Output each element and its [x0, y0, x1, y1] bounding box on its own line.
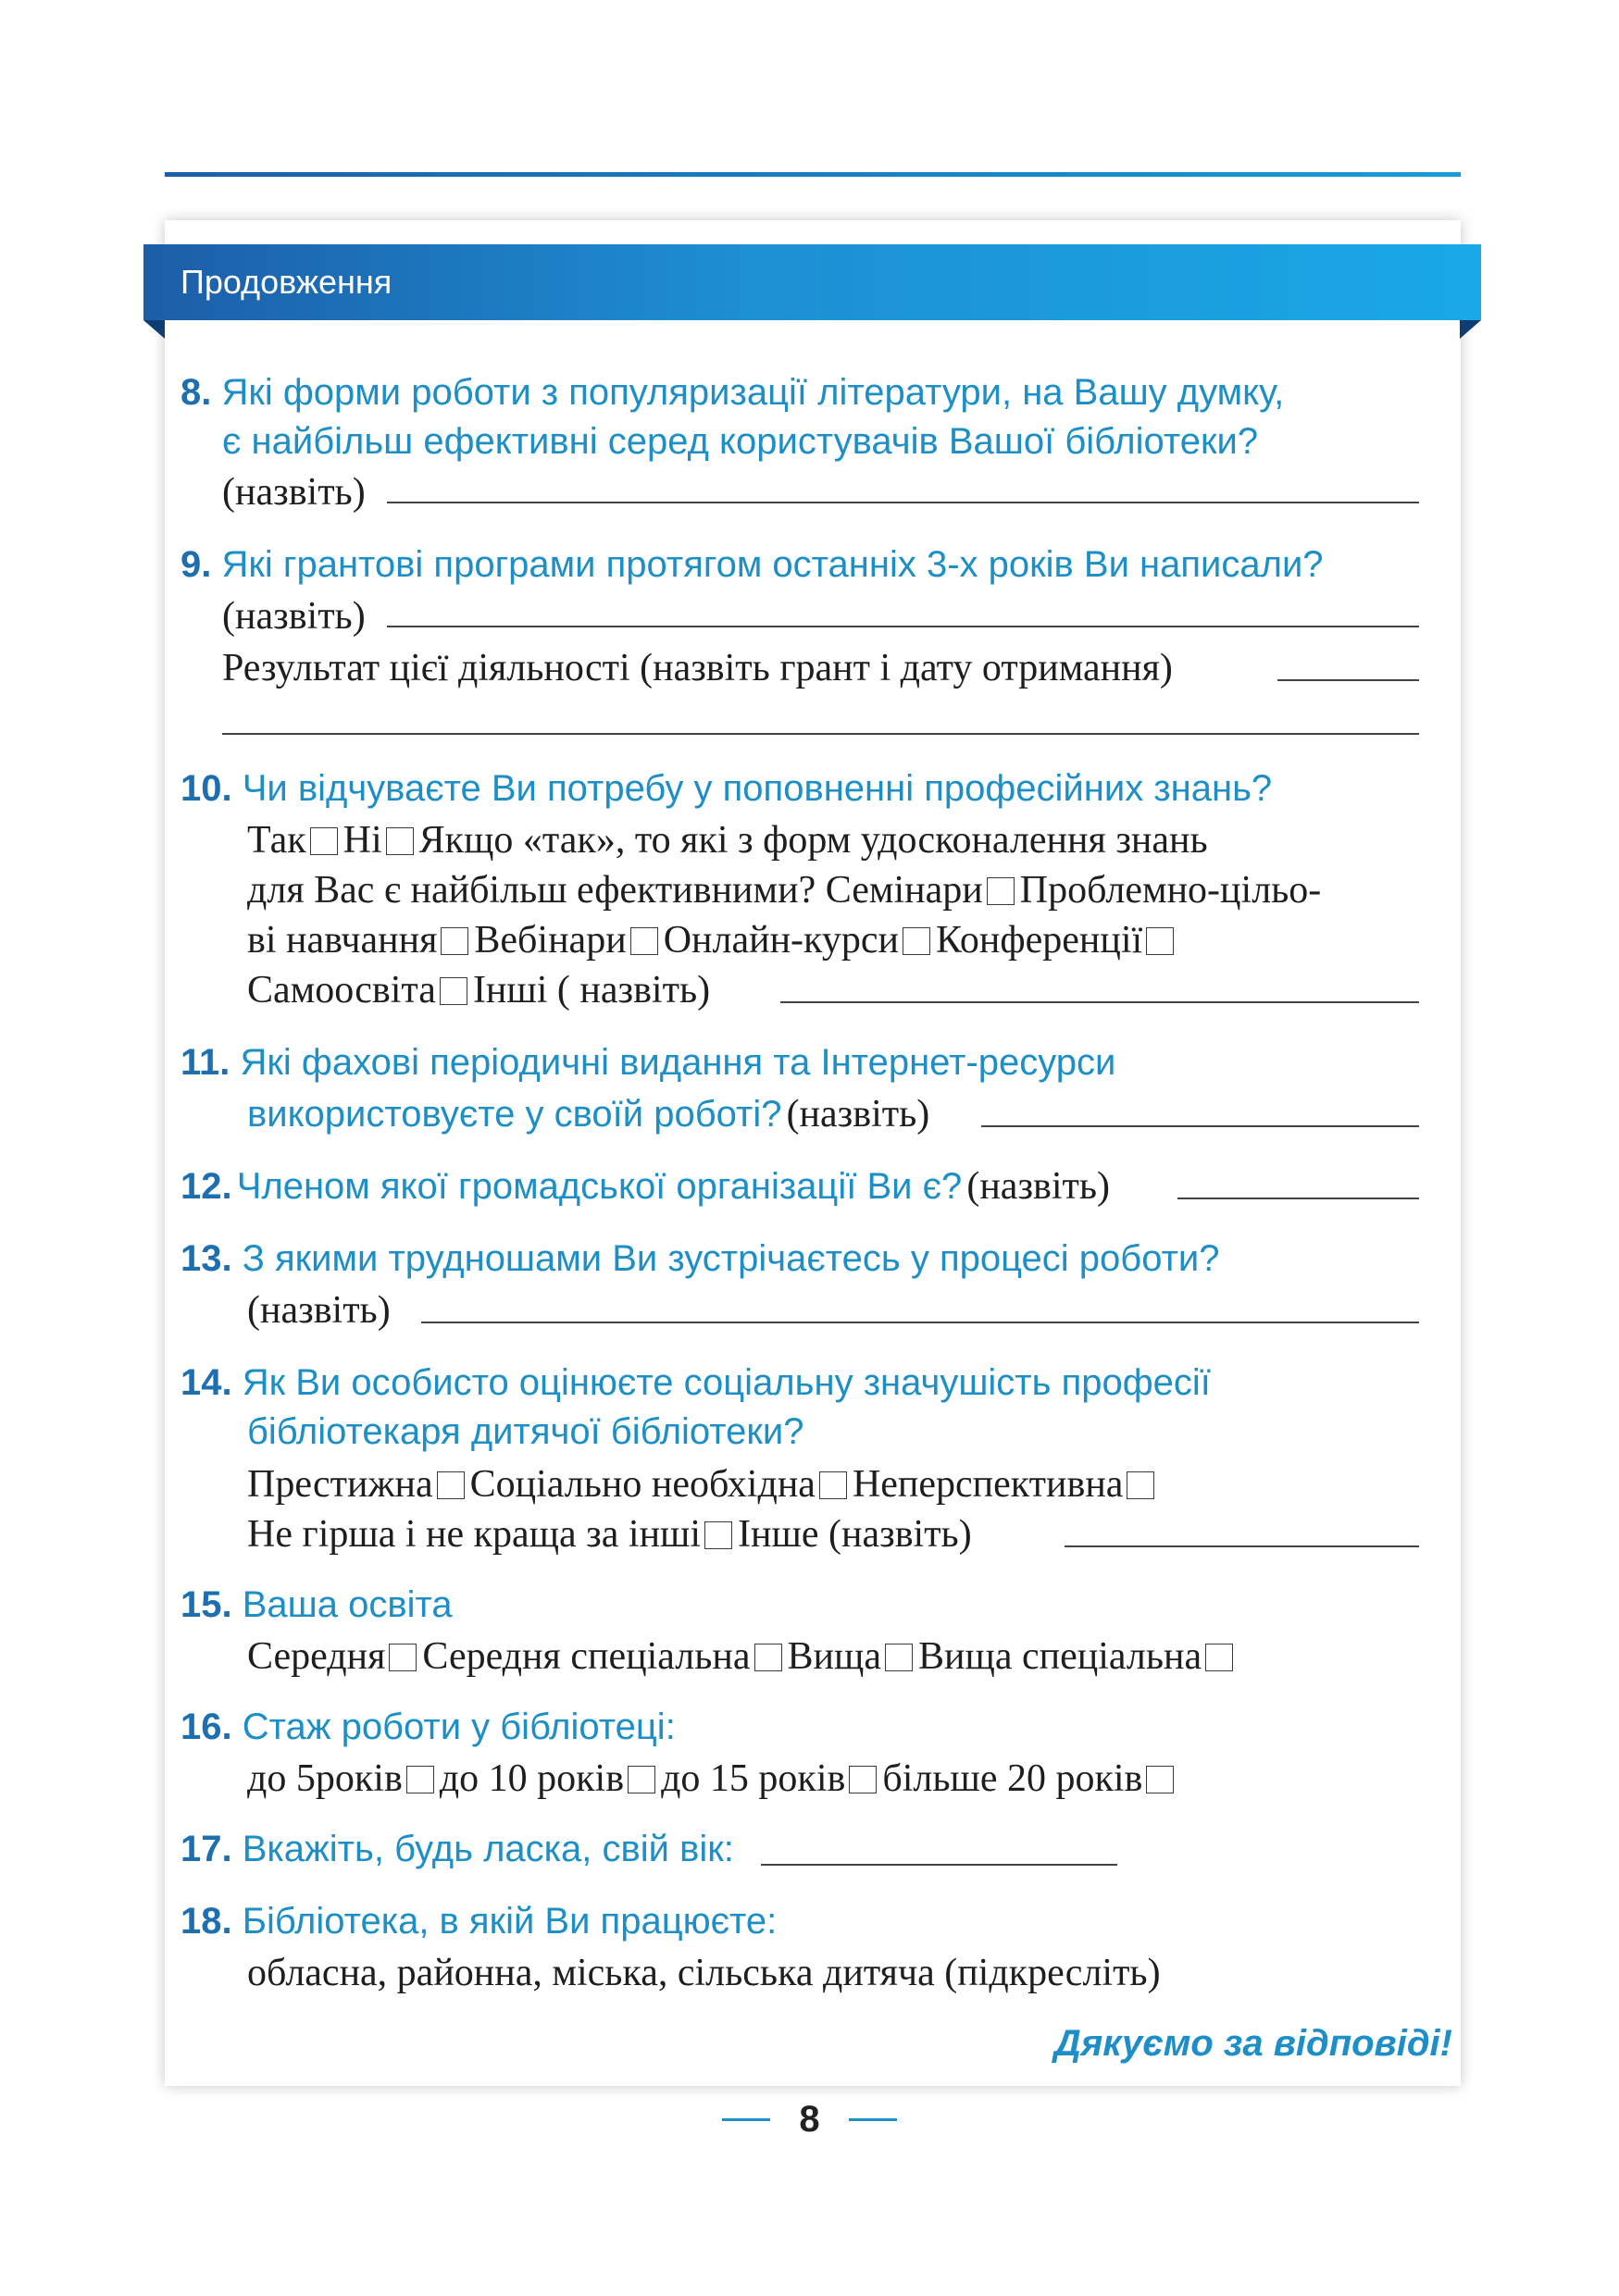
- answer-line-14[interactable]: [1065, 1545, 1419, 1547]
- question-14-options-row-2: [247, 1512, 972, 1557]
- checkbox-up-to-15[interactable]: [849, 1766, 877, 1793]
- question-text: Які фахові періодичні видання та Інтернет-ресурси: [240, 1042, 1116, 1083]
- answer-line-13[interactable]: [421, 1322, 1419, 1323]
- question-10-options-row-1: [247, 818, 1208, 863]
- question-text: Як Ви особисто оцінюєте соціальну значушість професії: [242, 1362, 1211, 1403]
- question-14-line-2: бібліотекаря дитячої бібліотеки?: [247, 1411, 804, 1452]
- question-text: використовуєте у своїй роботі?: [247, 1094, 782, 1135]
- checkbox-secondary[interactable]: [389, 1644, 417, 1671]
- checkbox-yes[interactable]: [310, 827, 338, 855]
- question-10-options-row-3: [247, 918, 1179, 962]
- checkbox-higher-special[interactable]: [1205, 1644, 1233, 1671]
- question-18-answer-text: обласна, районна, міська, сільська дитяча (підкресліть): [247, 1952, 1161, 1994]
- option-other-label: Інші ( назвіть): [472, 969, 711, 1011]
- page-number: 8: [799, 2099, 820, 2140]
- question-text: Бібліотека, в якій Ви працюєте:: [242, 1901, 778, 1942]
- question-text: Членом якої громадської організації Ви є?: [236, 1166, 963, 1207]
- checkbox-targeted-training[interactable]: [441, 927, 468, 955]
- checkbox-no-worse[interactable]: [704, 1521, 732, 1549]
- question-9-line-1: [181, 544, 1324, 586]
- page-number-dash-right: [849, 2118, 897, 2121]
- thank-you-note: Дякуємо за відповіді!: [1053, 2023, 1452, 2064]
- question-number: 11.: [181, 1042, 230, 1083]
- top-rule: [165, 172, 1461, 177]
- question-13-answer-label: (назвіть): [247, 1289, 391, 1332]
- question-12-line-1: [181, 1164, 1110, 1209]
- checkbox-conferences[interactable]: [1146, 927, 1174, 955]
- checkbox-over-20[interactable]: [1146, 1766, 1174, 1793]
- checkbox-higher[interactable]: [885, 1644, 913, 1671]
- question-15-line-1: [181, 1584, 453, 1626]
- option-no-worse-label: Не гірша і не краща за інші: [247, 1513, 702, 1556]
- checkbox-up-to-5[interactable]: [406, 1766, 434, 1793]
- option-higher-special-label: Вища спеціальна: [917, 1635, 1202, 1678]
- section-banner: [143, 244, 1481, 320]
- checkbox-seminars[interactable]: [987, 877, 1015, 905]
- option-self-education-label: Самоосвіта: [247, 969, 436, 1011]
- question-number: 9.: [181, 544, 212, 585]
- question-number: 18.: [181, 1901, 232, 1942]
- answer-line-8[interactable]: [387, 502, 1419, 503]
- option-targeted-label: Проблемно-цільо-: [1019, 869, 1322, 912]
- banner-fold-left: [143, 320, 165, 339]
- option-other-label: Інше (назвіть): [738, 1513, 972, 1556]
- checkbox-no[interactable]: [386, 827, 414, 855]
- answer-label: (назвіть): [786, 1093, 930, 1136]
- result-line-9a[interactable]: [1277, 679, 1419, 681]
- question-9-result-label: Результат цієї діяльності (назвіть грант і дату отримання): [222, 647, 1173, 689]
- question-14-options-row-1: [247, 1462, 1160, 1507]
- answer-label: (назвіть): [966, 1165, 1111, 1208]
- answer-line-10[interactable]: [780, 1001, 1419, 1003]
- option-webinars-label: Вебінари: [474, 919, 627, 962]
- question-text: Ваша освіта: [242, 1584, 453, 1625]
- question-number: 8.: [181, 372, 212, 413]
- answer-line-11[interactable]: [981, 1125, 1419, 1127]
- option-over-20-label: більше 20 років: [882, 1757, 1143, 1800]
- page-footer: [0, 2099, 1619, 2141]
- checkbox-secondary-special[interactable]: [754, 1644, 782, 1671]
- option-higher-label: Вища: [787, 1635, 881, 1678]
- question-11-line-1: [181, 1042, 1115, 1084]
- follow-up-text: Якщо «так», то які з форм удосконалення знань: [418, 819, 1208, 862]
- checkbox-self-education[interactable]: [440, 977, 467, 1005]
- checkbox-socially-necessary[interactable]: [819, 1471, 847, 1499]
- question-text: Вкажіть, будь ласка, свій вік:: [242, 1829, 734, 1869]
- question-8-answer-label: (назвіть): [222, 471, 366, 514]
- option-socially-necessary-label: Соціально необхідна: [469, 1463, 816, 1506]
- question-15-options-row: [247, 1634, 1239, 1679]
- checkbox-prestigious[interactable]: [437, 1471, 465, 1499]
- option-conferences-label: Конференції: [935, 919, 1143, 962]
- option-unpromising-label: Неперспективна: [852, 1463, 1124, 1506]
- question-18-line-1: [181, 1901, 777, 1942]
- question-text: Чи відчуваєте Ви потребу у поповненні професійних знань?: [242, 768, 1273, 809]
- option-up-to-10-label: до 10 років: [439, 1757, 625, 1800]
- checkbox-up-to-10[interactable]: [628, 1766, 655, 1793]
- answer-line-9[interactable]: [387, 626, 1419, 627]
- question-9-answer-label: (назвіть): [222, 595, 366, 638]
- page-number-dash-left: [722, 2118, 770, 2121]
- question-13-line-1: [181, 1238, 1219, 1280]
- question-8-line-2: є найбільш ефективні серед користувачів Вашої бібліотеки?: [222, 421, 1259, 462]
- question-text: Стаж роботи у бібліотеці:: [242, 1706, 676, 1747]
- question-text: Які форми роботи з популяризації літератури, на Вашу думку,: [221, 372, 1285, 413]
- question-number: 12.: [181, 1166, 232, 1207]
- option-no-label: Ні: [342, 819, 382, 862]
- question-number: 16.: [181, 1706, 232, 1747]
- follow-up-text: для Вас є найбільш ефективними? Семінари: [247, 869, 983, 912]
- answer-line-12[interactable]: [1177, 1198, 1419, 1199]
- option-up-to-5-label: до 5років: [247, 1757, 403, 1800]
- question-10-line-1: [181, 768, 1272, 810]
- option-targeted-label-cont: ві навчання: [247, 919, 438, 962]
- checkbox-online-courses[interactable]: [903, 927, 930, 955]
- question-10-options-row-2: [247, 868, 1321, 912]
- option-prestigious-label: Престижна: [247, 1463, 433, 1506]
- option-yes-label: Так: [247, 819, 306, 862]
- question-text: Які грантові програми протягом останніх 3-х років Ви написали?: [221, 544, 1324, 585]
- checkbox-webinars[interactable]: [630, 927, 658, 955]
- answer-line-17[interactable]: [761, 1864, 1117, 1866]
- banner-fold-right: [1460, 320, 1481, 339]
- option-secondary-special-label: Середня спеціальна: [422, 1635, 751, 1678]
- question-number: 17.: [181, 1829, 232, 1869]
- question-text: З якими трудношами Ви зустрічаєтесь у процесі роботи?: [242, 1238, 1220, 1279]
- question-8-line-1: [181, 372, 1284, 414]
- question-number: 10.: [181, 768, 232, 809]
- question-11-line-2: [247, 1092, 929, 1136]
- result-line-9b[interactable]: [222, 733, 1419, 735]
- checkbox-unpromising[interactable]: [1127, 1471, 1154, 1499]
- question-17-line-1: [181, 1829, 734, 1870]
- section-title: Продовження: [181, 263, 392, 301]
- question-16-options-row: [247, 1756, 1179, 1801]
- option-secondary-label: Середня: [247, 1635, 386, 1678]
- option-up-to-15-label: до 15 років: [661, 1757, 846, 1800]
- option-online-courses-label: Онлайн-курси: [663, 919, 899, 962]
- question-number: 14.: [181, 1362, 232, 1403]
- question-14-line-1: [181, 1362, 1211, 1404]
- question-number: 15.: [181, 1584, 232, 1625]
- question-10-options-row-4: [247, 968, 710, 1012]
- question-16-line-1: [181, 1706, 676, 1748]
- question-number: 13.: [181, 1238, 232, 1279]
